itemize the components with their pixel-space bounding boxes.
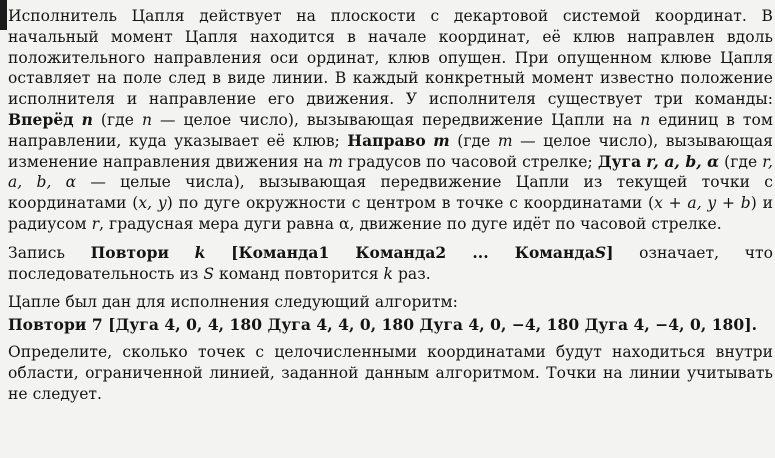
var-s: S	[203, 264, 215, 283]
algorithm-code: Повтори 7 [Дуга 4, 0, 4, 180 Дуга 4, 4, 0, 180 Дуга 4, 0, −4, 180 Дуга 4, −4, 0, 180].	[8, 315, 758, 335]
command-arc: Дуга	[597, 151, 642, 171]
problem-text	[8, 6, 773, 404]
arc-vars: r, a, b, α	[8, 152, 773, 192]
command-repeat: Повтори	[90, 242, 169, 262]
var-r: r	[91, 214, 100, 233]
text-segment: раз.	[392, 264, 431, 283]
text-segment: — целые числа), вызывающая передвижение Цапли из текущей точки с координатами (	[8, 173, 773, 213]
var-m: m	[328, 152, 343, 171]
text-segment: градусов по часовой стрелке;	[342, 152, 598, 171]
repeat-description	[8, 243, 773, 285]
algorithm-intro: Цапле был дан для исполнения следующий алгоритм:	[8, 293, 458, 312]
arc-args: r, a, b, α	[646, 151, 720, 171]
text-segment: единиц в том направлении, куда указывает её клюв;	[8, 110, 774, 150]
command-forward: Вперёд	[8, 109, 74, 129]
coords-xy: x, y	[138, 194, 167, 213]
text-segment: — целое число), вызывающая изменение направления движения на	[8, 131, 773, 171]
text-segment: Запись	[8, 243, 91, 262]
var-m: m	[433, 130, 450, 150]
question-text: Определите, сколько точек с целочисленными координатами будут находиться внутри области, ограниченной линией, заданной данным алгоритмом. Точки на линии учитывать не следует.	[8, 342, 773, 403]
text-segment: ) и радиусом	[8, 194, 773, 233]
bracket-close: ]	[606, 242, 614, 262]
var-m: m	[497, 131, 513, 150]
var-k: k	[383, 264, 393, 283]
text-segment: ) по дуге окружности с центром в точке с координатами (	[166, 194, 655, 213]
left-edge-bar	[0, 0, 7, 30]
problem-description	[8, 6, 773, 235]
text-segment: (где	[92, 110, 142, 129]
var-n: n	[640, 110, 651, 129]
text-segment: , градусная мера дуги равна α, движение по дуге идёт по часовой стрелке.	[99, 214, 722, 233]
text-segment: команд повторится	[214, 264, 384, 283]
text-segment: (где	[449, 131, 498, 150]
var-n: n	[141, 110, 152, 129]
text-segment: Исполнитель Цапля действует на плоскости с декартовой системой координат. В начальный момент Цапля находится в начале координат, её клюв направлен вдоль положительного направления оси ординат, клюв опущен. При опущенном клюве Цапля оставляет на поле след в виде линии. В каждый конкретный момент известно положение исполнителя и направление его движения. У исполнителя существует три команды:	[8, 7, 773, 109]
text-segment: означает, что последовательность из	[8, 243, 774, 283]
text-segment: (где	[719, 152, 763, 171]
bracket-commands: [Команда1 Команда2 ... Команда	[231, 242, 595, 262]
text-segment: — целое число), вызывающая передвижение Цапли на	[152, 110, 641, 129]
var-s: S	[594, 242, 607, 262]
var-n: n	[81, 109, 93, 129]
var-k: k	[194, 242, 206, 262]
coords-center: x + a, y + b	[654, 194, 751, 213]
command-right: Направо	[347, 130, 426, 150]
